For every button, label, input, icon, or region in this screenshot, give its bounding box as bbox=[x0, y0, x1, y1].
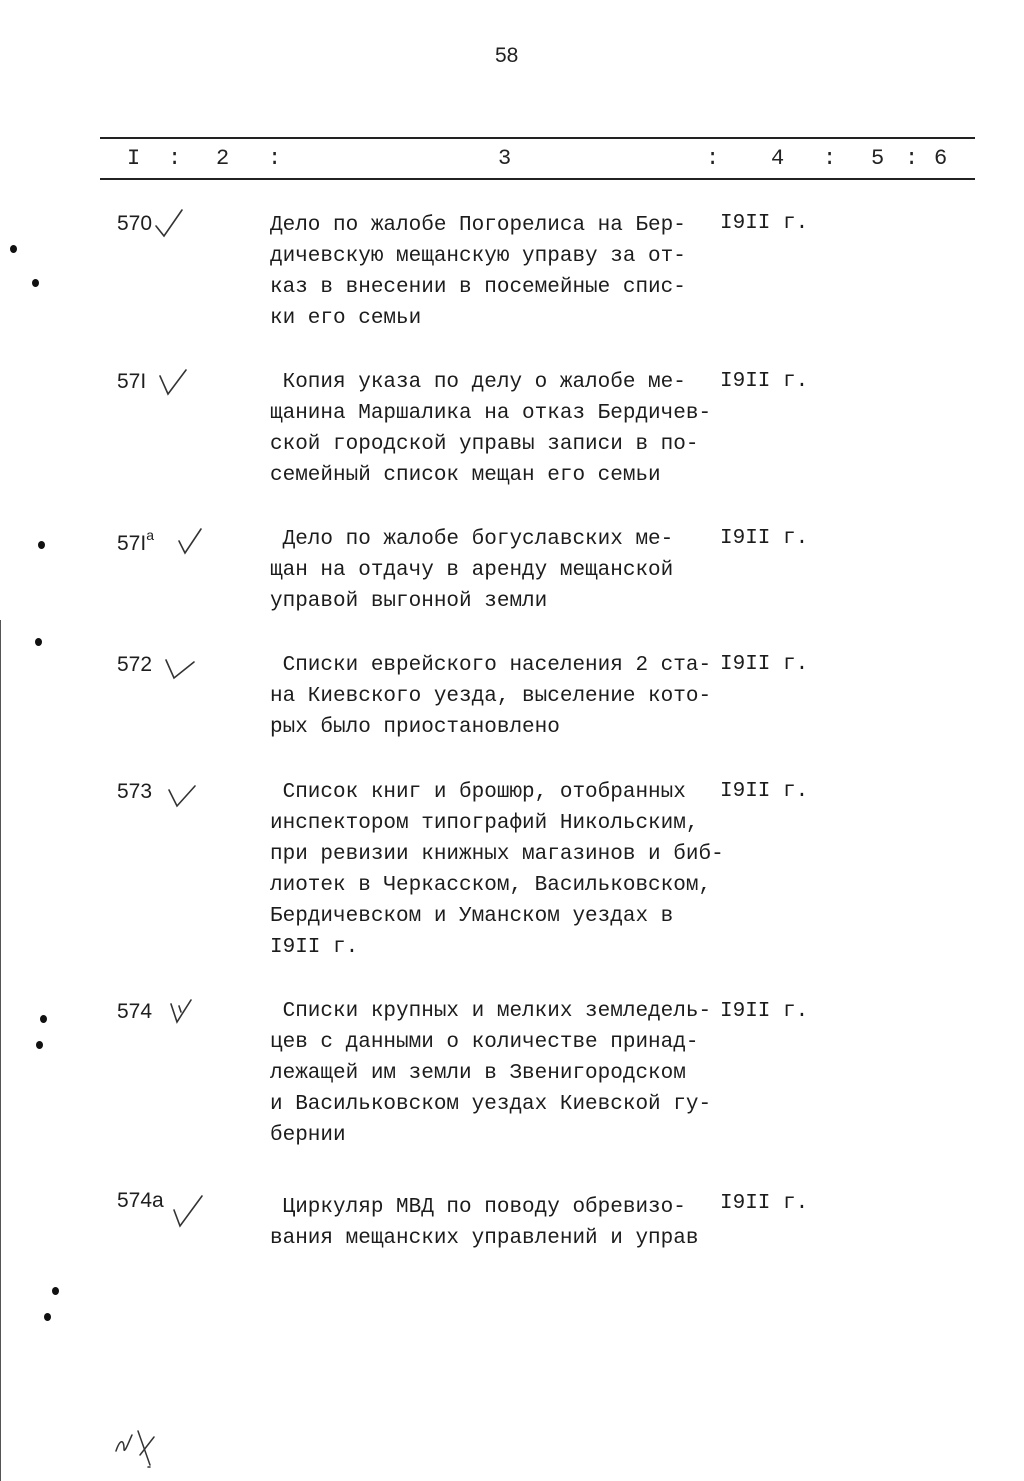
handwritten-initials bbox=[110, 1425, 170, 1470]
entry-line: Циркуляр МВД по поводу обревизо- bbox=[270, 1196, 686, 1219]
scan-dot bbox=[44, 1313, 51, 1321]
checkmark-icon bbox=[165, 996, 205, 1032]
entry-line: при ревизии книжных магазинов и биб- bbox=[270, 843, 724, 866]
entry-description bbox=[270, 777, 730, 963]
scan-dot bbox=[38, 541, 45, 549]
entry-line: Списки крупных и мелких земледель- bbox=[270, 1000, 712, 1023]
entry-line: Дело по жалобе Погорелиса на Бер- bbox=[270, 214, 686, 237]
entry-year: I9II г. bbox=[720, 1000, 809, 1023]
entry-line: Список книг и брошюр, отобранных bbox=[270, 781, 686, 804]
entry-line: управой выгонной земли bbox=[270, 590, 548, 613]
checkmark-icon bbox=[152, 206, 192, 242]
entry-line: лежащей им земли в Звенигородском bbox=[270, 1062, 686, 1085]
entry-number: 574 bbox=[117, 1000, 153, 1023]
table-header-bottom-rule bbox=[100, 178, 975, 180]
entry-line: инспектором типографий Никольским, bbox=[270, 812, 699, 835]
entry-number: 570 bbox=[117, 212, 153, 235]
entry-line: каз в внесении в посемейные спис- bbox=[270, 276, 686, 299]
entry-description bbox=[270, 996, 730, 1151]
scan-dot bbox=[40, 1015, 47, 1023]
entry-line: семейный список мещан его семьи bbox=[270, 464, 661, 487]
entry-description bbox=[270, 367, 730, 491]
entry-line: бернии bbox=[270, 1124, 346, 1147]
entry-number: 574а bbox=[117, 1189, 164, 1212]
entry-line: на Киевского уезда, выселение кото- bbox=[270, 685, 712, 708]
entry-line: I9II г. bbox=[270, 936, 359, 959]
scan-dot bbox=[35, 638, 42, 646]
entry-line: и Васильковском уездах Киевской гу- bbox=[270, 1093, 712, 1116]
column-header-6: 6 bbox=[934, 146, 948, 171]
checkmark-icon bbox=[175, 525, 215, 561]
entry-number-main: 57I bbox=[117, 532, 147, 555]
checkmark-icon bbox=[156, 364, 196, 400]
column-header-4: 4 bbox=[771, 146, 785, 171]
entry-line: щан на отдачу в аренду мещанской bbox=[270, 559, 674, 582]
entry-line: цев с данными о количестве принад- bbox=[270, 1031, 699, 1054]
scan-edge-line bbox=[0, 620, 1, 1481]
scan-dot bbox=[36, 1041, 43, 1049]
column-separator: : bbox=[268, 146, 282, 171]
column-header-3: 3 bbox=[498, 146, 512, 171]
entry-line: дичевскую мещанскую управу за от- bbox=[270, 245, 686, 268]
entry-number bbox=[117, 527, 154, 556]
entry-line: щанина Маршалика на отказ Бердичев- bbox=[270, 402, 712, 425]
entry-year: I9II г. bbox=[720, 1192, 809, 1215]
entry-year: I9II г. bbox=[720, 780, 809, 803]
entry-line: ки его семьи bbox=[270, 307, 422, 330]
entry-description bbox=[270, 524, 730, 617]
entry-line: Дело по жалобе богуславских ме- bbox=[270, 528, 674, 551]
entry-year: I9II г. bbox=[720, 527, 809, 550]
entry-number: 572 bbox=[117, 653, 153, 676]
entry-year: I9II г. bbox=[720, 370, 809, 393]
column-separator: : bbox=[905, 146, 919, 171]
page-number: 58 bbox=[495, 44, 519, 67]
entry-description bbox=[270, 210, 730, 334]
scan-dot bbox=[32, 279, 39, 287]
entry-number-suffix: а bbox=[146, 527, 154, 543]
column-header-2: 2 bbox=[216, 146, 230, 171]
entry-line: ской городской управы записи в по- bbox=[270, 433, 699, 456]
table-header-top-rule bbox=[100, 137, 975, 139]
entry-line: вания мещанских управлений и управ bbox=[270, 1227, 699, 1250]
scan-dot bbox=[52, 1287, 59, 1295]
scan-dot bbox=[10, 245, 17, 253]
entry-line: Бердичевском и Уманском уездах в bbox=[270, 905, 674, 928]
entry-line: лиотек в Черкасском, Васильковском, bbox=[270, 874, 712, 897]
entry-description bbox=[270, 1192, 730, 1254]
entry-number: 57I bbox=[117, 370, 147, 393]
column-header-1: I bbox=[127, 146, 141, 171]
checkmark-icon bbox=[165, 778, 205, 814]
entry-line: Копия указа по делу о жалобе ме- bbox=[270, 371, 686, 394]
column-separator: : bbox=[823, 146, 837, 171]
entry-year: I9II г. bbox=[720, 653, 809, 676]
entry-year: I9II г. bbox=[720, 212, 809, 235]
column-header-5: 5 bbox=[871, 146, 885, 171]
entry-line: рых было приостановлено bbox=[270, 716, 560, 739]
entry-line: Списки еврейского населения 2 ста- bbox=[270, 654, 712, 677]
entry-description bbox=[270, 650, 730, 743]
checkmark-icon bbox=[170, 1192, 210, 1232]
column-separator: : bbox=[168, 146, 182, 171]
entry-number: 573 bbox=[117, 780, 153, 803]
column-separator: : bbox=[706, 146, 720, 171]
checkmark-icon bbox=[162, 650, 202, 686]
